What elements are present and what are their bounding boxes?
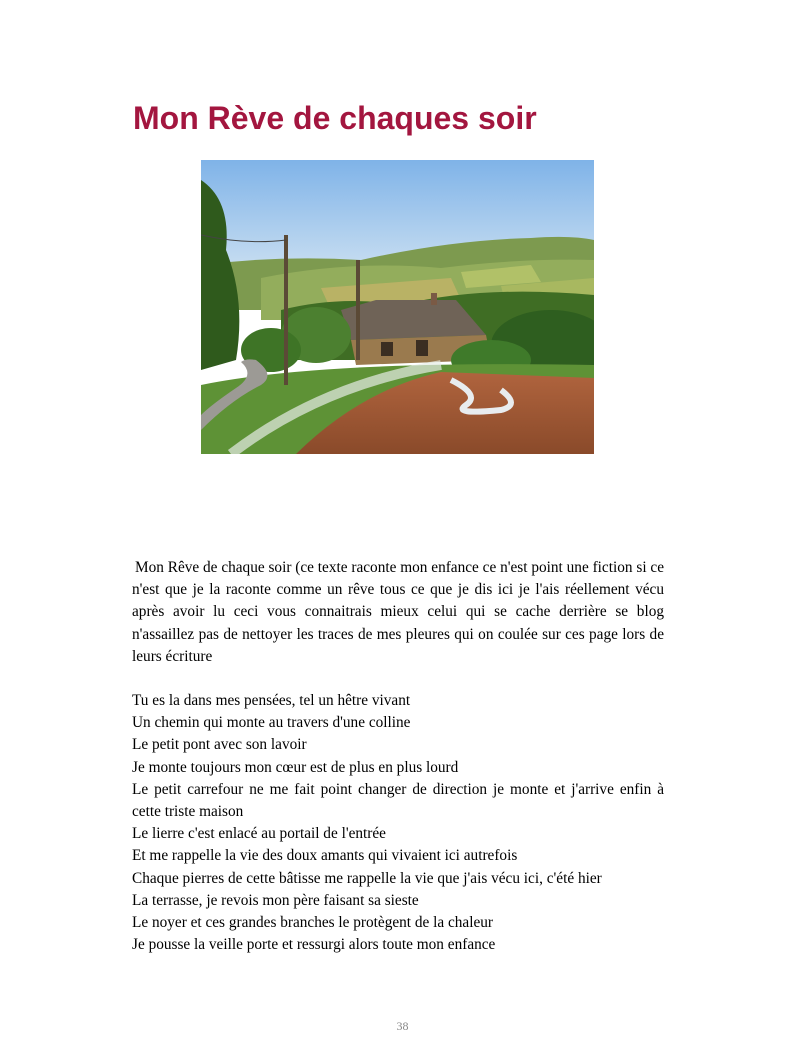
poem-line: Chaque pierres de cette bâtisse me rappelle la vie que j'ais vécu ici, c'été hier (132, 869, 602, 887)
body-text (132, 557, 664, 956)
poem-line: Tu es la dans mes pensées, tel un hêtre vivant (132, 692, 411, 710)
poem-line: Je monte toujours mon cœur est de plus en plus lourd (132, 758, 459, 776)
page-number: 38 (396, 1019, 409, 1033)
intro-paragraph: Mon Rêve de chaque soir (ce texte raconte mon enfance ce n'est point une fiction si ce n'est que je la raconte comme un rêve tous ce que je dis ici je l'ais réellement vécu après avoir lu ceci vous connaitrais mieux celui qui se cache derrière se blog n'assaillez pas de nettoyer les traces de mes pleures qui on coulée sur ces page lors de leurs écriture (132, 559, 664, 665)
poem-line: Le noyer et ces grandes branches le protègent de la chaleur (132, 914, 494, 932)
poem-line: Et me rappelle la vie des doux amants qui vivaient ici autrefois (132, 847, 518, 865)
poem-line: Le petit carrefour ne me fait point changer de direction je monte et j'arrive enfin à cette triste maison (132, 780, 664, 821)
poem-line: La terrasse, je revois mon père faisant sa sieste (132, 891, 419, 909)
poem-line: Je pousse la veille porte et ressurgi alors toute mon enfance (132, 936, 496, 954)
poem-line: Le lierre c'est enlacé au portail de l'entrée (132, 825, 386, 843)
page-title: Mon Rève de chaques soir (133, 100, 537, 136)
paragraph-gap (132, 668, 664, 690)
poem-line: Le petit pont avec son lavoir (132, 736, 307, 754)
poem-line: Un chemin qui monte au travers d'une colline (132, 714, 411, 732)
countryside-house-photo (201, 160, 594, 454)
